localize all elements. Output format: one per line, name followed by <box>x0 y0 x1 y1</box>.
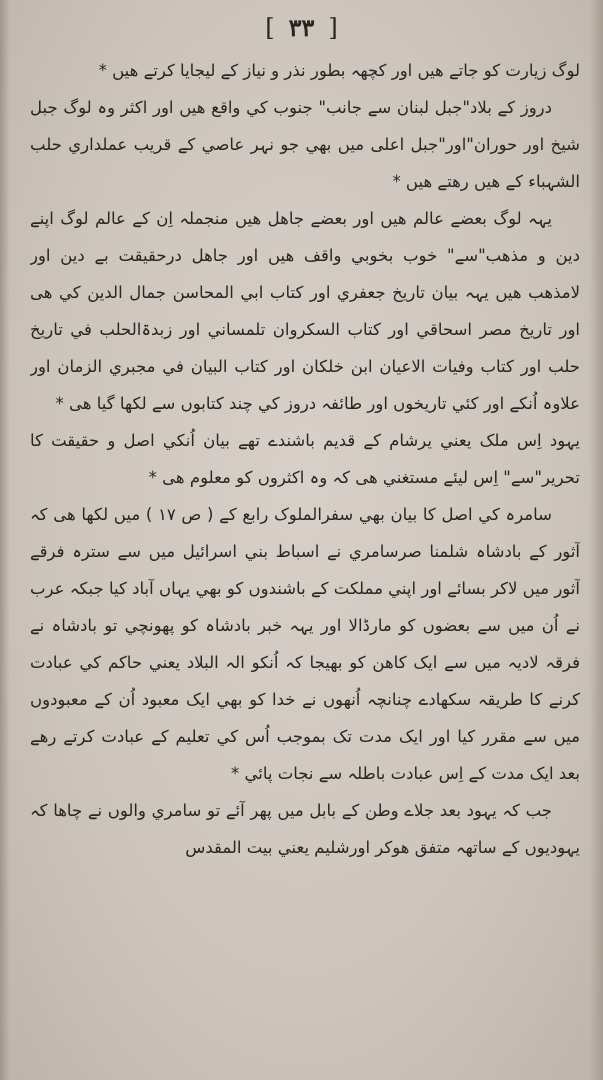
page-header <box>0 8 603 48</box>
paragraph-1: لوگ زیارت کو جاتے ھیں اور کچھہ بطور نذر و نیاز کے لیجایا کرتے ھیں * <box>98 61 580 80</box>
page-number: ٣٣ <box>288 13 315 42</box>
page-right-shadow <box>589 0 603 1080</box>
body-text <box>30 52 580 1072</box>
paragraph-3: یہہ لوگ بعضے عالم ھیں اور بعضے جاھل ھیں منجملہ اِن کے عالم لوگ اپنے دین و مذھب"سے" خوب بخوبي واقف ھیں اور جاھل درحقیقت بے دین اور لامذھب ھیں یہہ بیان تاریخ جعفري اور کتاب ابي المحاسن جمال الدین کي ھی اور تاریخ مصر اسحاقي اور کتاب السکروان تلمساني اور زبدۃالحلب في تاریخ حلب اور کتاب وفیات الاعیان ابن خلکان اور کتاب البیان في مجبري الزمان اور علاوہ اُنکے اور کئي تاریخوں اور طائفہ دروز کي چند کتابوں سے لکھا گیا ھی * <box>30 209 580 413</box>
paragraph-5: سامرہ کي اصل کا بیان بھي سفرالملوک رابع کے ( ص ١٧ ) میں لکھا ھی کہ آثور کے بادشاہ شلمنا صرسامري نے اسباط بني اسرائیل میں سے سترہ فرقے آثور میں لاکر بسائے اور اپني مملکت کے باشندوں کو بھي یہاں آباد کیا جبکہ عرب نے اُن میں سے بعضوں کو مارڈالا اور یہہ خبر بادشاہ کو پھونچي تو بادشاہ نے فرقہ لادیہ میں سے ایک کاھن کو بھیجا کہ اُنکو الہ البلاد یعني حاکم کي عبادت کرنے کا طریقہ سکھادے چنانچہ اُنھوں نے خدا کو بھي ایک معبود اُن کے معبودوں میں سے مقرر کیا اور ایک مدت تک بموجب اُس کي تعلیم کے عبادت کرتے رھے بعد ایک مدت کے اِس عبادت باطلہ سے نجات پائي * <box>30 505 580 783</box>
page-left-shadow <box>0 0 10 1080</box>
bracket-close: ] <box>328 14 338 42</box>
paragraph-6: جب کہ یہود بعد جلاے وطن کے بابل میں پھر آئے تو سامري والوں نے چاھا کہ یہودیوں کے ساتھہ متفق ھوکر اورشلیم یعني بیت المقدس <box>30 801 580 857</box>
bracket-open: [ <box>265 14 275 42</box>
paragraph-4: یہود اِس ملک یعني یرشام کے قدیم باشندے تھے بیان اُنکي اصل و حقیقت کا تحریر"سے" اِس لیئے مستغني ھی کہ وہ اکثروں کو معلوم ھی * <box>30 431 580 487</box>
paragraph-2: دروز کے بلاد"جبل لبنان سے جانب" جنوب کي واقع ھیں اور اکثر وہ لوگ جبل شیخ اور حوران"اور"جبل اعلی میں بھي جو نہر عاصي کے قریب عملداري حلب الشہباء کے ھیں رھتے ھیں * <box>30 98 580 191</box>
